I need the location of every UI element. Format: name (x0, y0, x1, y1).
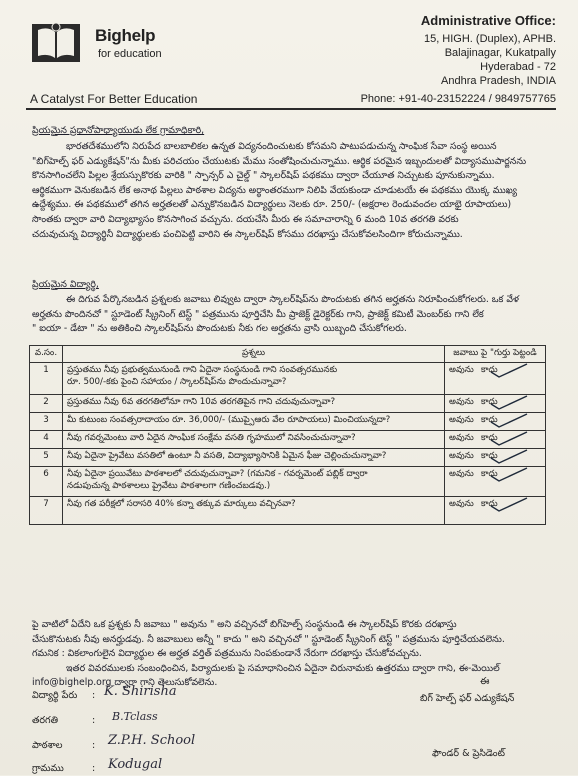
paragraph-line: ఈ దిగువ పేర్కొనబడిన ప్రశ్నలకు జవాబు లివ్వుట ద్వారా స్కాలర్‌షిప్‌ను పొందుటకు తగిన అర్హతను నిరూపించుకోగలరు. ఒక వేళ (66, 294, 519, 305)
instructions-paragraph (32, 618, 552, 691)
question-text: ప్రస్తుతము నీవు ప్రభుత్వమునుండి గాని ఏదైనా సంస్థనుండి గాని సంవత్సరమునకు రూ. 500/-కకు పైంచి సహాయం / స్కాలర్‌షిప్‌ను పొందుచున్నావా? (63, 363, 445, 395)
address-line: Hyderabad - 72 (480, 61, 556, 73)
answer-no-option[interactable]: కాదు (481, 451, 498, 461)
question-text: నీవు గత పరీక్షలో సరాసరి 40% కన్నా తక్కువ మార్కులు వచ్చినవా? (63, 497, 445, 525)
paragraph-line: info@bighelp.org ద్వారా గాని తెలుసుకోవలెను. (32, 677, 218, 689)
question-text: నీవు ఏదైనా ప్రయివేటు పాఠశాలలో చదువుచున్నావా? (గమనిక - గవర్నమెంట్ పబ్లిక్ ద్వారా నడుపుచున్న పాఠశాలలు ప్రైవేటు పాఠశాలగా గణించబడవు.) (63, 467, 445, 497)
paragraph-line: గమనిక : వికలాంగులైన విద్యార్థుల ఈ అర్హత వర్తిత్ పత్రమును నింపకుండానే నేరుగా దరఖాస్తు చేసుకోవచ్చును. (32, 648, 422, 660)
question-number: 3 (30, 413, 63, 431)
question-text: ప్రస్తుతము నీవు 6వ తరగతిలోనూ గాని 10వ తరగతిపైన గాని చదువుచున్నావా? (63, 395, 445, 413)
column-header-question: ప్రశ్నలు (63, 346, 445, 363)
question-text: మీ కుటుంబ సంవత్సరాదాయం రూ. 36,000/- (ముప్పైఆరు వేల రూపాయలు) మించియున్నదా? (63, 413, 445, 431)
office-title: Administrative Office: (420, 13, 556, 28)
answer-no-option[interactable]: కాదు (481, 365, 498, 375)
question-text: నీవు గవర్నమెంటు వారి ఏదైన సాంఘిక సంక్షేమ వసతి గృహములో నివసించుచున్నావా? (63, 431, 445, 449)
label-student-name: విద్యార్థి పేరు (32, 690, 78, 701)
question-number: 4 (30, 431, 63, 449)
letter-paragraph-1 (32, 140, 552, 242)
letter-paragraph-2 (32, 293, 552, 337)
column-header-answer: జవాబు పై "గుర్తు పెట్టండి (445, 346, 546, 363)
label-village: గ్రామము (32, 763, 64, 774)
table-row (30, 431, 546, 449)
org-name-signature: బిగ్ హెల్ప్ ఫర్ ఎడ్యుకేషన్ (420, 693, 515, 704)
answer-yes-option[interactable]: అవును (449, 415, 474, 425)
answer-yes-option[interactable]: అవును (449, 397, 474, 407)
paragraph-line: ఆర్థికముగా వెనుకబడిన లేక అనాథ పిల్లలు పాఠశాల విద్యను అర్థాంతరముగా నిలిపి వేయకుండా చూడుటయే ఈ పథకము యొక్క ముఖ్య (32, 184, 517, 196)
header-divider (26, 108, 556, 110)
village-value: Kodugal (108, 757, 163, 772)
answer-cell[interactable] (445, 395, 546, 413)
answer-cell[interactable] (445, 467, 546, 497)
question-number: 1 (30, 363, 63, 395)
answer-no-option[interactable]: కాదు (481, 499, 498, 509)
class-value: B.Tclass (112, 710, 158, 723)
handwritten-tick-icon (489, 363, 529, 379)
paragraph-line: " ఐయా - డేటా " ను అతికించి స్కాలర్‌షిప్‌ను పొందుటకు నీకు గల అర్హతను వ్రాసి యిబ్బంది చేసుకోగలరు. (32, 323, 407, 335)
tagline: A Catalyst For Better Education (30, 92, 198, 106)
salutation-headmaster: ప్రియమైన ప్రధానోపాధ్యాయుడు లేక గ్రామాధికారి, (32, 125, 205, 136)
table-row (30, 467, 546, 497)
answer-yes-option[interactable]: అవును (449, 469, 474, 479)
question-number: 2 (30, 395, 63, 413)
handwritten-tick-icon (489, 497, 529, 513)
paragraph-line: ఉద్దేశ్యము. ఈ పథకములో తగిన అర్హతలతో ఎన్నుకొనబడిన విద్యార్థులు నెలకు రూ. 250/- (అక్షరాల రెండువందల యాభై రూపాయలు) (32, 199, 512, 211)
answer-no-option[interactable]: కాదు (481, 433, 498, 443)
label-school: పాఠశాల (32, 740, 63, 751)
question-number: 5 (30, 449, 63, 467)
question-text: నీవు ఏదైనా ప్రైవేటు వసతిలో ఉంటూ నీ వసతి, విద్యాభ్యాసానికి ఏమైన ఫీజు చెల్లించుచున్నావా? (63, 449, 445, 467)
brand-name: Bighelp (95, 26, 156, 45)
address-line: 15, HIGH. (Duplex), APHB. (423, 33, 556, 45)
signature-for-label: ఈ (480, 676, 490, 687)
answer-yes-option[interactable]: అవును (449, 365, 474, 375)
answer-cell[interactable] (445, 431, 546, 449)
document-page: Bighelp for education A Catalyst For Better Education Administrative Office: 15, HIGH. (Duplex), APHB. Balajinagar, Kukatpally Hyderabad - 72 Andhra Pradesh, INDIA Phone: +91-40-23152224 / 9849757765 ప్రియమైన ప్రధానోపాధ్యాయుడు లేక గ్రామాధికారి, భారతదేశములోని నిరుపేద బాలబాలికల ఉన్నత విద్యనందించుటకు కోసమని పాటుపడుచున్న సాంఘిక సేవా సంస్థ అయిన "బిగ్‌హెల్ప్ ఫర్ ఎడ్యుకేషన్"ను మీకు పరిచయం చేయుటకు మేము సంతోషించుచున్నాము. ఆర్థిక పరమైన ఇబ్బందులతో విద్యాసముపార్జనను కొనసాగించలేని పిల్లల శ్రేయస్సుకొరకు వారికి " స్పాన్సర్ ఎ చైల్డ్ " స్కాలర్‌షిప్ పథకము ద్వారా చేయూత నిచ్చుటకు పూనుకున్నాము. ఆర్థికముగా వెనుకబడిన లేక అనాథ పిల్లలు పాఠశాల విద్యను అర్థాంతరముగా నిలిపి వేయకుండా చూడుటయే ఈ పథకము యొక్క ముఖ్య ఉద్దేశ్యము. ఈ పథకములో తగిన అర్హతలతో ఎన్నుకొనబడిన విద్యార్థులు నెలకు రూ. 250/- (అక్షరాల రెండువందల యాభై రూపాయలు) సొంతకు ద్వారా వారి విద్యాభ్యాసం కొనసాగించ వచ్చును. దయచేసి మీరు ఈ సమాచారాన్ని 6 మంది 10వ తరగతి వరకు చదువుచున్న విద్యార్థినీ విద్యార్థులకు పంచిపెట్టి వారిని ఈ స్కాలర్‌షిప్ కోసము దరఖాస్తు చేసుకోవలసిందిగా కోరుచున్నాము. ప్రియమైన విద్యార్థి, ఈ దిగువ పేర్కొనబడిన ప్రశ్నలకు జవాబు లివ్వుట ద్వారా స్కాలర్‌షిప్‌ను పొందుటకు తగిన అర్హతను నిరూపించుకోగలరు. ఒక వేళ అర్హతను పొందినచో " స్టూడెంట్ స్క్రీనింగ్ టెస్ట్ " పత్రమును పూర్తిచేసి మీ ప్రాజెక్ట్ డైరెక్టర్‌కు గాని, ప్రాజెక్ట్ కమిటీ మెంబర్‌కు గాని లేక " ఐయా - డేటా " ను అతికించి స్కాలర్‌షిప్‌ను పొందుటకు నీకు గల అర్హతను వ్రాసి యిబ్బంది చేసుకోగలరు. వ.సం. ప్రశ్నలు జవాబు పై "గుర్తు పెట్టండి 1 ప్రస్తుతము నీవు ప్రభుత్వమునుండి గాని ఏదైనా సంస్థనుండి గాని సంవత్సరమునకు రూ. 500/-కకు పైంచి సహాయం / స్కాలర్‌షిప్‌ను పొందుచున్నావా? అవును కాదు 2 ప్రస్తుతము నీవు 6వ తరగతిలోనూ గాని 10వ తరగతిపైన గాని చదువుచున్నావా? అవును కాదు 3 మీ కుటుంబ సంవత్సరాదాయం రూ. 36,000/- (ముప్పైఆరు వేల రూపాయలు) మించియున్నదా? అవును కాదు 4 నీవు గవర్నమెంటు వారి ఏదైన సాంఘిక సంక్షేమ వసతి గృహములో నివసించుచున్నావా? అవును కాదు 5 నీవు ఏదైనా ప్రైవేటు వసతిలో ఉంటూ నీ వసతి, విద్యాభ్యాసానికి ఏమైన ఫీజు చెల్లించుచున్నావా? అవును కాదు 6 నీవు ఏదైనా ప్రయివేటు పాఠశాలలో చదువుచున్నావా? (గమనిక - గవర్నమెంట్ పబ్లిక్ ద్వారా నడుపుచున్న పాఠశాలలు ప్రైవేటు పాఠశాలగా గణించబడవు.) అవును కాదు 7 నీవు గత పరీక్షలో సరాసరి 40% కన్నా తక్కువ మార్కులు వచ్చినవా? అవును కాదు పై వాటిలో ఏదేని ఒక ప్రశ్నకు నీ జవాబు " అవును " అని వచ్చినచో బిగ్‌హెల్ప్ సంస్థనుండి ఈ స్కాలర్‌షిప్ కొరకు దరఖాస్తు చేసుకొనుటకు నీవు అనర్హుడవు. నీ జవాబులు అన్నీ " కాదు " అని వచ్చినచో " స్టూడెంట్ స్క్రీనింగ్ టెస్ట్ " పత్రమును పూర్తిచేయవలెను. గమనిక : వికలాంగులైన విద్యార్థుల ఈ అర్హత వర్తిత్ పత్రమును నింపకుండానే నేరుగా దరఖాస్తు చేసుకోవచ్చును. ఇతర వివరములకు సంబంధించిన, పిర్యాదులకు పై సమాధానించిన ఏదైనా చిరునామకు ఉత్తరము ద్వారా గాని, ఈ-మెయిల్ info@bighelp.org ద్వారా గాని తెలుసుకోవలెను. విద్యార్థి పేరు తరగతి పాఠశాల గ్రామము : : : : K. Shirisha B.Tclass Z.P.H. School Kodugal ఈ బిగ్ హెల్ప్ ఫర్ ఎడ్యుకేషన్ ఫౌండర్ & ప్రెసిడెంట్ (0, 0, 578, 775)
paragraph-line: పై వాటిలో ఏదేని ఒక ప్రశ్నకు నీ జవాబు " అవును " అని వచ్చినచో బిగ్‌హెల్ప్ సంస్థనుండి ఈ స్కాలర్‌షిప్ కొరకు దరఖాస్తు (32, 619, 457, 630)
answer-yes-option[interactable]: అవును (449, 499, 474, 509)
paragraph-line: భారతదేశములోని నిరుపేద బాలబాలికల ఉన్నత విద్యనందించుటకు కోసమని పాటుపడుచున్న సాంఘిక సేవా సంస్థ అయిన (66, 141, 497, 152)
table-row (30, 363, 546, 395)
answer-cell[interactable] (445, 449, 546, 467)
handwritten-tick-icon (489, 431, 529, 447)
paragraph-line: ఇతర వివరములకు సంబంధించిన, పిర్యాదులకు పై సమాధానించిన ఏదైనా చిరునామకు ఉత్తరము ద్వారా గాని, ఈ-మెయిల్ (66, 662, 500, 674)
question-number: 7 (30, 497, 63, 525)
answer-yes-option[interactable]: అవును (449, 451, 474, 461)
paragraph-line: చదువుచున్న విద్యార్థినీ విద్యార్థులకు పంచిపెట్టి వారిని ఈ స్కాలర్‌షిప్ కోసము దరఖాస్తు చేసుకోవలసిందిగా కోరుచున్నాము. (32, 228, 463, 240)
handwritten-tick-icon (489, 467, 529, 483)
answer-cell[interactable] (445, 363, 546, 395)
table-row (30, 449, 546, 467)
handwritten-tick-icon (489, 413, 529, 429)
brand-subtitle: for education (98, 48, 162, 60)
address-line: Balajinagar, Kukatpally (444, 47, 556, 59)
handwritten-tick-icon (489, 449, 529, 465)
column-header-number: వ.సం. (30, 346, 63, 363)
address-line: Andhra Pradesh, INDIA (441, 75, 556, 87)
table-row (30, 413, 546, 431)
paragraph-line: చేసుకొనుటకు నీవు అనర్హుడవు. నీ జవాబులు అన్నీ " కాదు " అని వచ్చినచో " స్టూడెంట్ స్క్రీనింగ్ టెస్ట్ " పత్రమును పూర్తిచేయవలెను. (32, 633, 505, 645)
phone-number: Phone: +91-40-23152224 / 9849757765 (360, 93, 556, 105)
answer-no-option[interactable]: కాదు (481, 415, 498, 425)
handwritten-tick-icon (489, 395, 529, 411)
office-address (360, 13, 556, 105)
eligibility-questions-table (29, 345, 546, 525)
salutation-student: ప్రియమైన విద్యార్థి, (32, 279, 99, 290)
answer-no-option[interactable]: కాదు (481, 469, 498, 479)
student-name-value: K. Shirisha (104, 684, 177, 699)
answer-cell[interactable] (445, 497, 546, 525)
table-header-row (30, 346, 546, 363)
answer-yes-option[interactable]: అవును (449, 433, 474, 443)
book-logo-icon (30, 18, 82, 68)
table-row (30, 395, 546, 413)
paragraph-line: అర్హతను పొందినచో " స్టూడెంట్ స్క్రీనింగ్ టెస్ట్ " పత్రమును పూర్తిచేసి మీ ప్రాజెక్ట్ డైరెక్టర్‌కు గాని, ప్రాజెక్ట్ కమిటీ మెంబర్‌కు గాని లేక (32, 308, 484, 320)
school-value: Z.P.H. School (108, 733, 196, 748)
paragraph-line: కొనసాగించలేని పిల్లల శ్రేయస్సుకొరకు వారికి " స్పాన్సర్ ఎ చైల్డ్ " స్కాలర్‌షిప్ పథకము ద్వారా చేయూత నిచ్చుటకు పూనుకున్నాము. (32, 170, 495, 182)
label-class: తరగతి (32, 715, 58, 726)
paragraph-line: సొంతకు ద్వారా వారి విద్యాభ్యాసం కొనసాగించ వచ్చును. దయచేసి మీరు ఈ సమాచారాన్ని 6 మంది 10వ తరగతి వరకు (32, 213, 459, 225)
answer-cell[interactable] (445, 413, 546, 431)
table-row (30, 497, 546, 525)
question-number: 6 (30, 467, 63, 497)
founder-president-label: ఫౌండర్ & ప్రెసిడెంట్ (432, 748, 505, 759)
paragraph-line: "బిగ్‌హెల్ప్ ఫర్ ఎడ్యుకేషన్"ను మీకు పరిచయం చేయుటకు మేము సంతోషించుచున్నాము. ఆర్థిక పరమైన ఇబ్బందులతో విద్యాసముపార్జనను (32, 155, 527, 167)
answer-no-option[interactable]: కాదు (481, 397, 498, 407)
